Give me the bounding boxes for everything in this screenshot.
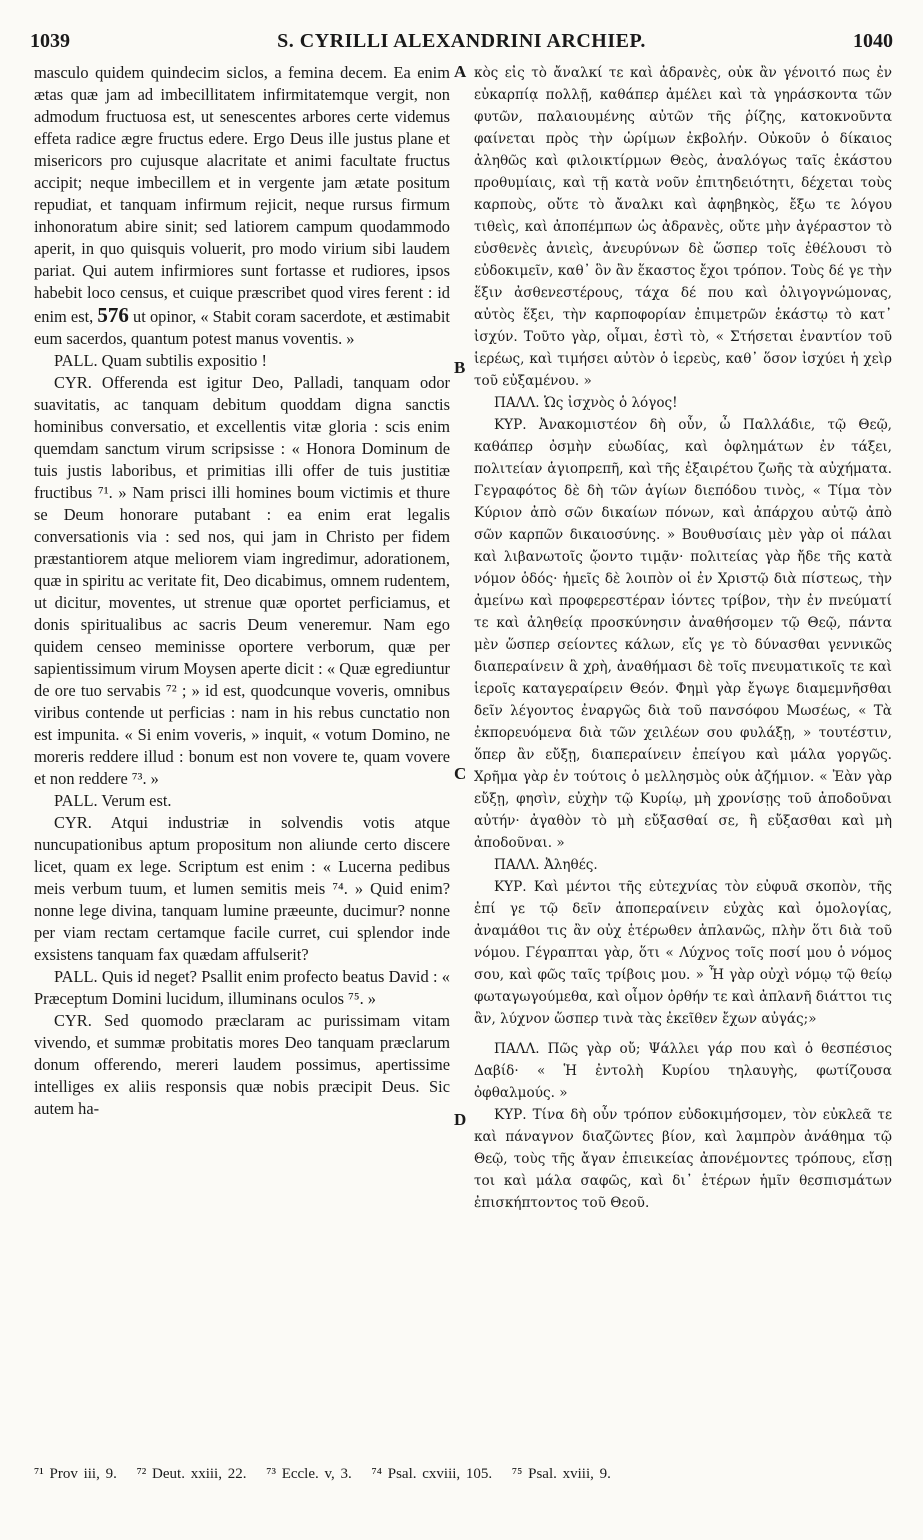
latin-paragraph: PALL. Verum est. [54,791,172,810]
greek-paragraph: ΚΥΡ. Καὶ μέντοι τῆς εὐτεχνίας τὸν εὐφυᾶ σκοπὸν, τῆς ἐπί γε τῷ δεῖν ἀποπεραίνειν εὐχὰς καὶ ὁμολογίας, ἀναμάθοι τις ἂν οὐχ ἑτέρωθεν ἀπλανῶς, πλὴν ὅτι διὰ τοῦ νόμου. Γέγραπται γὰρ, ὅτι « Λύχνος τοῖς ποσί μου ὁ νόμος σου, καὶ φῶς ταῖς τρίβοις μου. » Ἦ γὰρ οὐχὶ νόμῳ τῷ θείῳ φωταγωγούμεθα, καὶ οἶμον ὀρθήν τε καὶ ἀπλανῆ διάττοι τις ἂν, λύχνον ὥσπερ τινὰ τὰς ἐκεῖθεν ἔχων αὐγάς;» [474,879,892,1027]
latin-paragraph: CYR. Atqui industriæ in solvendis votis atque nuncupationibus aptum propositum non aliunde certo discere licet, quam ex lege. Scriptum est enim : « Lucerna pedibus meis verbum tuum, et lumen semitis meis ⁷⁴. » Quid enim? nonne lege divina, tanquam lumine præeunte, ducimur? nonne per viam rectam certamque facile curret, cui splendor inde exsistens tanquam fax quædam affulserit? [34,813,450,964]
footnote: ⁷³ Eccle. v, 3. [266,1466,352,1482]
greek-paragraph: ΠΑΛΛ. Πῶς γὰρ οὔ; Ψάλλει γάρ που καὶ ὁ θεσπέσιος Δαβίδ· « Ἡ ἐντολὴ Κυρίου τηλαυγὴς, φωτίζουσα ὀφθαλμούς. » [474,1041,892,1101]
latin-paragraph: PALL. Quam subtilis expositio ! [54,351,267,370]
greek-paragraph: ΠΑΛΛ. Ὡς ἰσχνὸς ὁ λόγος! [494,395,678,411]
greek-paragraph: ΚΥΡ. Ἀνακομιστέον δὴ οὖν, ὦ Παλλάδιε, τῷ Θεῷ, καθάπερ ὀσμὴν εὐωδίας, καὶ ὀφλημάτων ἐν τάξει, πολιτείαν ἁγιοπρεπῆ, καὶ τῆς ἐξαιρέτου ζωῆς τὰ αὐχήματα. Γεγραφότος δὲ δὴ τῶν ἁγίων διεπόδου τινὸς, « Τίμα τὸν Κύριον ἀπὸ σῶν δικαίων πόνων, καὶ ἀπάρχου αὐτῷ ἀπὸ σῶν καρπῶν δικαιοσύνης. » Βουθυσίαις μὲν γὰρ οἱ πάλαι καὶ λιβανωτοῖς ᾤοντο τιμᾷν· πολιτείας γὰρ ἤδε τῆς κατὰ νόμον ὁδός· ἡμεῖς δὲ λοιπὸν οἱ ἐν Χριστῷ διὰ πίστεως, τὴν ἀμείνω καὶ προφερεστέραν ἰόντες τρίβον, τὴν ἐν πνεύματί τε καὶ ἀληθείᾳ προσκύνησιν ἀναθήσομεν τῷ Θεῷ, πάντα μὲν ὥσπερ σείοντες κάλων, εἴς γε τὸ δύνασθαι γεννικῶς διαπεραίνειν ἃ χρὴ, ἀναθήμασι δὲ τοῖς πνευματικοῖς τε καὶ ἱεροῖς καταγεραίρειν Θεόν. Φημὶ γὰρ ἔγωγε διαμεμνῆσθαι δεῖν λέγοντος ἐναργῶς διὰ τοῦ πανσόφου Μωσέως, « Τὰ ἐκπορευόμενα διὰ τῶν χειλέων σου φυλάξῃ, » τουτέστιν, ὅπερ ἂν εὔξῃ, διαπεραίνειν ἐπείγου καὶ μάλα γοργῶς. Χρῆμα γὰρ ἐν τούτοις ὁ μελλησμὸς οὐκ ἀζήμιον. « Ἐὰν γὰρ εὔξῃ, φησὶν, εὐχὴν τῷ Κυρίῳ, μὴ χρονίσῃς τοῦ ἀποδοῦναι αὐτήν· ἀγαθὸν τὸ μὴ εὔξασθαί σε, ἢ εὔξασθαι καὶ μὴ ἀποδοῦναι. » [474,417,892,851]
greek-paragraph: κὸς εἰς τὸ ἄναλκί τε καὶ ἀδρανὲς, οὐκ ἂν γένοιτό πως ἐν εὐκαρπίᾳ πολλῇ, καθάπερ ἀμέλει καὶ τὰ γηράσκοντα τῶν φυτῶν, παλαιουμένης αὐτῶν τῆς ῥίζης, κατοκνοῦντα φαίνεται πρὸς τὴν ὡρίμων ἐκβολήν. Οὐκοῦν ὁ δίκαιος ἀληθῶς καὶ φιλοικτίρμων Θεὸς, ἀναλόγως ταῖς ἑκάστου προθυμίαις, καὶ τῇ κατὰ νοῦν ἐπιτηδειότητι, δέχεται τοὺς καρποὺς, οὔτε τὸ ἄναλκι καὶ ἀφηβηκὸς, ἔξω τε λόγου τιθεὶς, καὶ ἀποπέμπων ὡς ἀδρανὲς, οὔτε μὴν ἀγέραστον τὸ εὐσθενὲς ἀνιεὶς, ἀνευρύνων δὲ ὥσπερ τοῖς ἐθέλουσι τὸ εὐδοκιμεῖν, καθ᾽ ὃν ἂν ἕκαστος ἔχοι τρόπον. Τοὺς δέ γε τὴν ἕξιν ἀσθενεστέρους, τάχα δέ που καὶ ὀλιγογνώμονας, αὐτὸς ἕξει, τὴν καρποφορίαν ἐπιμετρῶν ἑκάστῳ τὸ κατ᾽ ἰσχύν. Τοῦτο γὰρ, οἶμαι, ἐστὶ τὸ, « Στήσεται ἐναντίον τοῦ ἱερέως, καὶ τιμήσει αὐτὸν ὁ ἱερεὺς, καθ᾽ ὅσον ἰσχύει ἡ χεὶρ τοῦ εὐξαμένου. » [474,65,892,389]
margin-marker-b: B [454,358,466,377]
margin-marker-d: D [454,1110,467,1129]
latin-paragraph: PALL. Quis id neget? Psallit enim profecto beatus David : « Præceptum Domini lucidum, illuminans oculos ⁷⁵. » [34,967,450,1008]
footnote: ⁷² Deut. xxiii, 22. [136,1466,247,1482]
greek-paragraph: ΠΑΛΛ. Ἀληθές. [494,857,598,873]
page-number-left: 1039 [30,30,70,52]
latin-text: masculo quidem quindecim siclos, a femina decem. Ea enim ætas quæ jam ad imbecillitatem infirmitatemque vergit, non admodum fructuosa est, ut senescentes arbores certe videmus effeta radice ægre fructus edere. Ergo Deus ille justus plane et misericors pro cujusque alacritate et animi facultate fructus accipit; neque imbecillem et in vergente jam ætate positum repudiat, et tanquam infirmum rejicit, neque rursus firmum inhonoratum abire sinit; sed latiorem campum quodammodo aperit, in quo quisquis voluerit, pro modo virium sibi laudem pariat. Qui autem infirmiores sunt fortasse et rudiores, ipsos habebit loco census, et cuique præscribet quod vires ferent : id enim est, [34,63,450,326]
latin-paragraph: CYR. Sed quomodo præclaram ac purissimam vitam vivendo, et summæ probitatis mores Deo tanquam præclarum donum offerendo, mereri laudem possimus, apertissime intelliges ex aliis responsis quæ nobis præcipit Deus. Sic autem ha- [34,1011,450,1118]
margin-marker-a: A [454,62,467,81]
page-number-right: 1040 [853,30,893,52]
latin-text: ut opinor, « Stabit coram sacerdote, et æstimabit eum sacerdos, quantum potest manus voventis. » [34,307,450,348]
latin-column [34,62,450,1120]
footnote: ⁷⁴ Psal. cxviii, 105. [371,1466,493,1482]
footnote: ⁷¹ Prov iii, 9. [34,1466,117,1482]
latin-paragraph [34,62,450,350]
margin-marker-c: C [454,764,467,783]
greek-column [474,62,892,1214]
running-title: S. CYRILLI ALEXANDRINI ARCHIEP. [277,30,646,52]
footnotes [34,1466,893,1483]
footnote: ⁷⁵ Psal. xviii, 9. [511,1466,611,1482]
latin-paragraph: CYR. Offerenda est igitur Deo, Palladi, tanquam odor suavitatis, ac tanquam debitum quoddam digna sanctis hominibus conversatio, et excellentis vitæ gloria : scis enim quemdam sanctum virum scripsisse : « Honora Dominum de tuis justis laboribus, et primitias illi offer de tuis justitiæ fructibus ⁷¹. » Nam prisci illi homines boum victimis et thure se Deum honorare putabant : ea enim erat legalis conversationis via : sed nos, qui jam in Christo per fidem præstantiorem atque meliorem viam ingredimur, adorationem, quæ in spiritu ac veritate fit, Deo dicabimus, omnem rudentem, ut dicitur, moventes, ut strenue quæ oportet perficiamus, et donis spiritualibus ac sacris Deum veneremur. Nam ego quidem censeo meminisse oportere verborum, quæ per sapientissimum virum Moysen aperte dicit : « Quæ egrediuntur de ore tuo servabis ⁷² ; » id est, quodcunque voveris, omnibus viribus contende ut perficias : nam in his rebus cunctatio non est impunita. « Si enim voveris, » inquit, « votum Domino, ne moreris reddere illud : bonum est non vovere te, quam vovere et non reddere ⁷³. » [34,373,450,788]
page-header [30,30,893,56]
greek-paragraph: ΚΥΡ. Τίνα δὴ οὖν τρόπον εὐδοκιμήσομεν, τὸν εὐκλεᾶ τε καὶ πάναγνον διαζῶντες βίον, καὶ λαμπρὸν ἀνάθημα τῷ Θεῷ, τοὺς τῆς ἄγαν ἐπιεικείας ἀπονέμοντες τρόπους, εἴσῃ τοι καὶ μάλα σαφῶς, καὶ δι᾽ ἑτέρων ἡμῖν θεσπισμάτων ἐπισκήπτοντος τοῦ Θεοῦ. [474,1107,892,1211]
column-number: 576 [97,303,129,327]
